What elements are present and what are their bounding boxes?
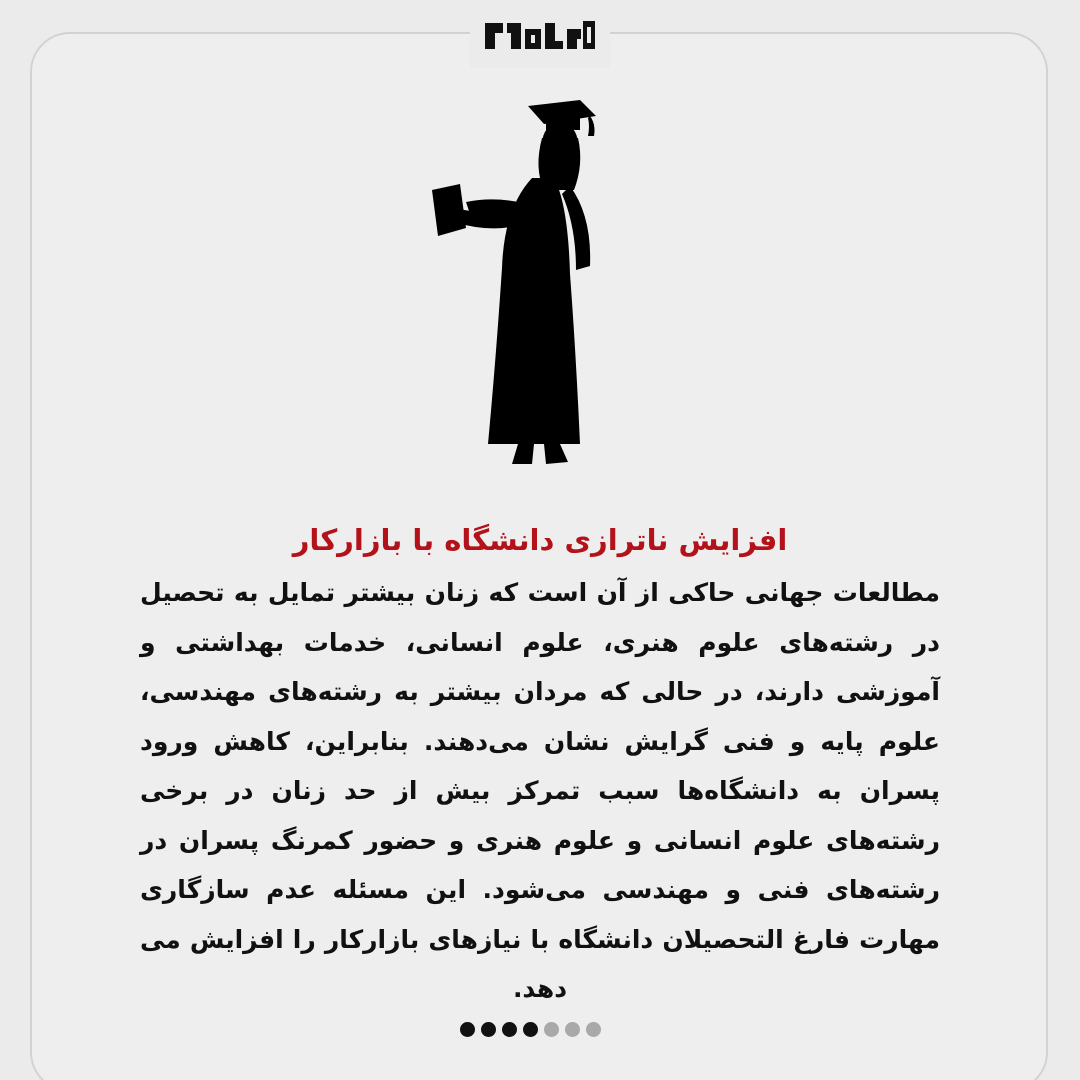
pagination-dot[interactable] <box>481 1022 496 1037</box>
brand-logo <box>470 8 610 68</box>
pagination-dot[interactable] <box>544 1022 559 1037</box>
carousel-pagination[interactable] <box>460 1022 601 1037</box>
pagination-dot[interactable] <box>565 1022 580 1037</box>
headline: افزایش ناترازی دانشگاه با بازارکار <box>292 523 788 557</box>
pagination-dot-current[interactable] <box>523 1022 538 1037</box>
brand-logo-icon <box>481 15 599 61</box>
pagination-dot[interactable] <box>502 1022 517 1037</box>
graduate-silhouette-icon <box>420 98 610 473</box>
pagination-dot[interactable] <box>460 1022 475 1037</box>
body-paragraph: مطالعات جهانی حاکی از آن است که زنان بیشتر تمایل به تحصیل در رشته‌های علوم هنری، علوم انسانی، خدمات بهداشتی و آموزشی دارند، در حالی که مردان بیشتر به رشته‌های مهندسی، علوم پایه و فنی گرایش نشان می‌دهند. بنابراین، کاهش ورود پسران به دانشگاه‌ها سبب تمرکز بیش از حد زنان در برخی رشته‌های علوم انسانی و علوم هنری و حضور کمرنگ پسران در رشته‌های فنی و مهندسی می‌شود. این مسئله عدم سازگاری مهارت فارغ التحصیلان دانشگاه با نیازهای بازارکار را افزایش می دهد. <box>140 578 940 1003</box>
pagination-dot[interactable] <box>586 1022 601 1037</box>
